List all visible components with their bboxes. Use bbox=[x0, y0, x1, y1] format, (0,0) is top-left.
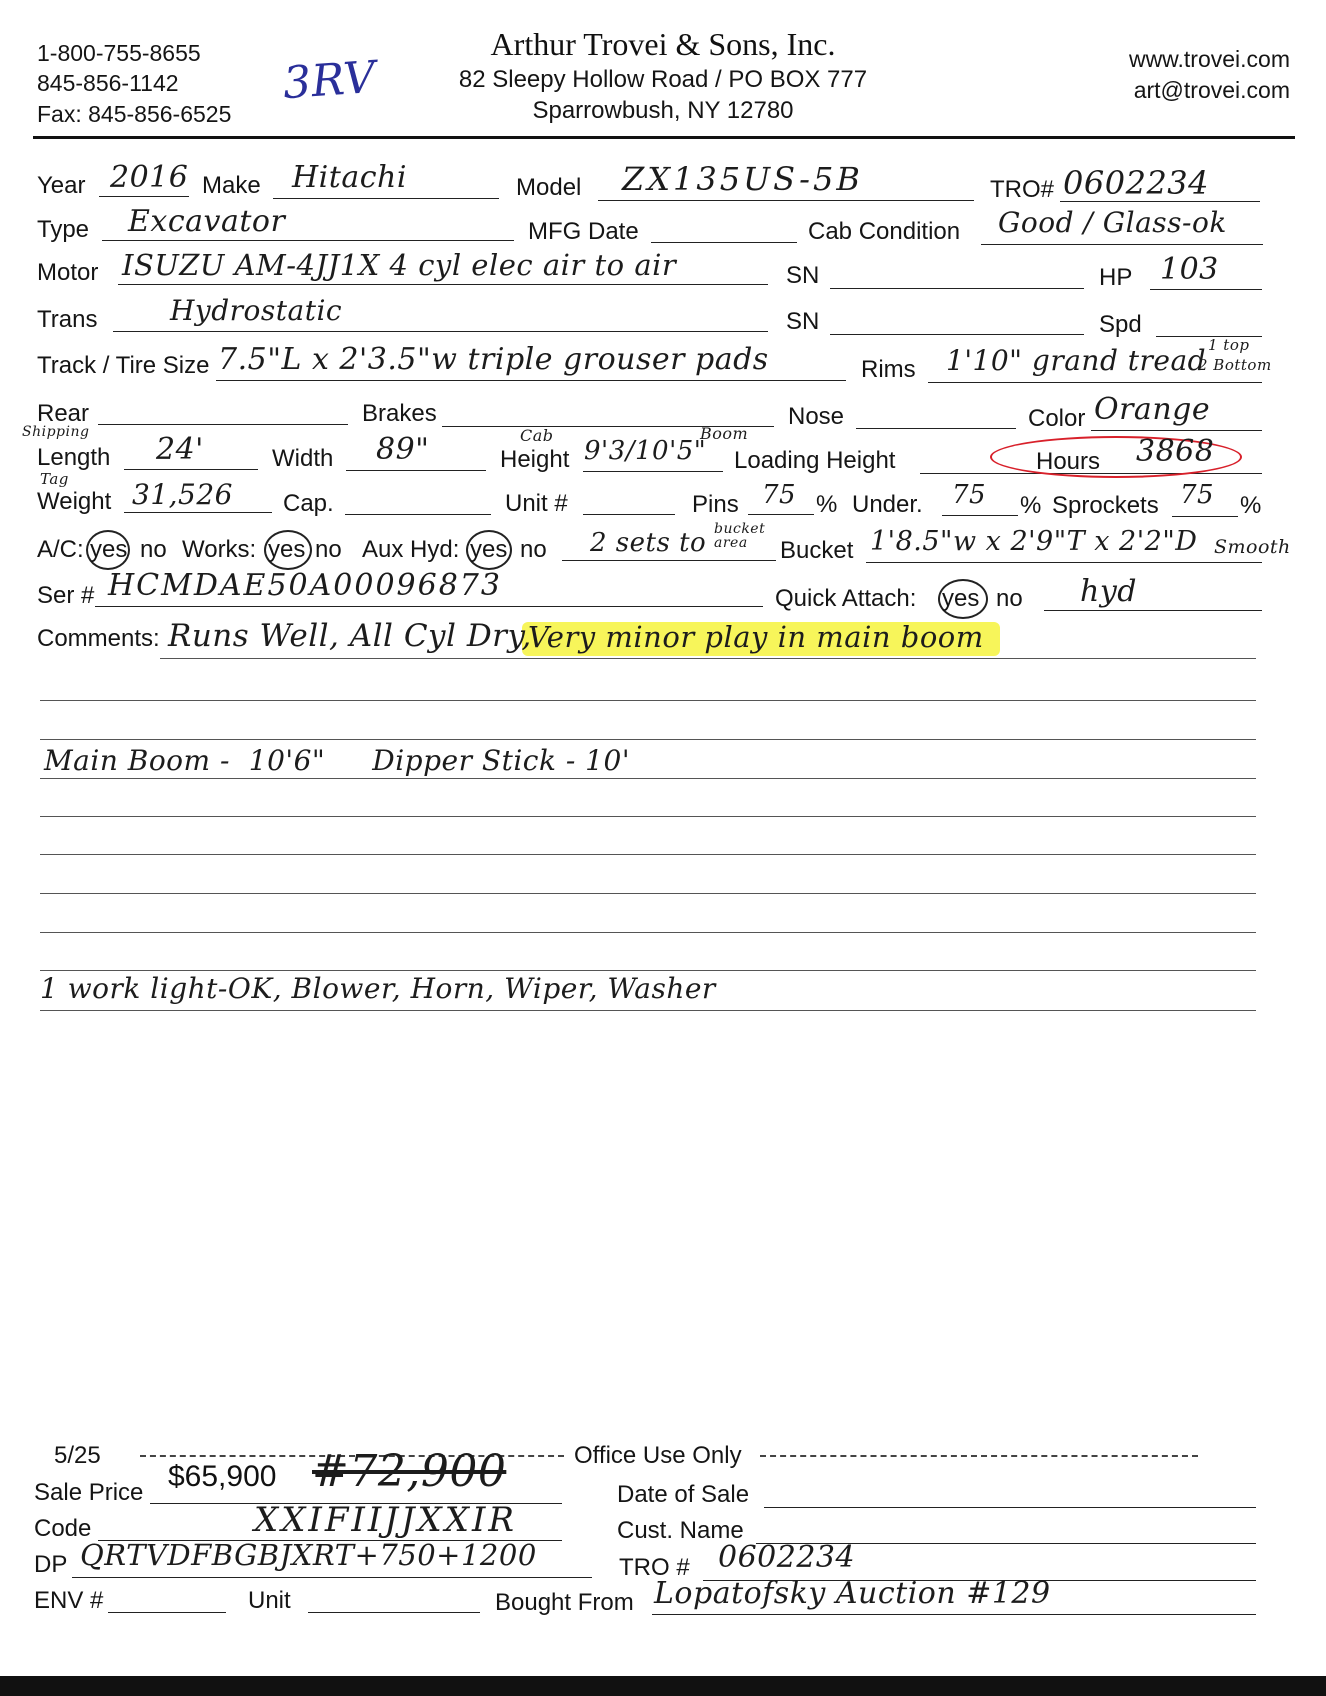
hours-value[interactable]: 3868 bbox=[1136, 434, 1215, 469]
height-label: Height bbox=[500, 446, 570, 473]
rims-label: Rims bbox=[861, 356, 916, 383]
works-label: Works: bbox=[182, 536, 257, 563]
ac-label: A/C: bbox=[37, 536, 84, 563]
works-no[interactable]: no bbox=[315, 536, 342, 563]
type-line bbox=[102, 240, 514, 241]
bucket-line bbox=[866, 562, 1262, 563]
bucket-note: Smooth bbox=[1214, 536, 1291, 558]
color-line bbox=[1091, 430, 1262, 431]
email-link[interactable]: art@trovei.com bbox=[1133, 77, 1290, 103]
comment-line-4 bbox=[40, 778, 1256, 779]
cab-condition-line bbox=[981, 244, 1263, 245]
comment-line-2 bbox=[40, 700, 1256, 701]
model-label: Model bbox=[516, 174, 582, 201]
weight-value[interactable]: 31,526 bbox=[132, 478, 233, 511]
weight-label: Weight bbox=[37, 488, 112, 515]
company-name: Arthur Trovei & Sons, Inc. bbox=[490, 26, 836, 62]
sale-price-value[interactable]: $65,900 bbox=[168, 1460, 277, 1493]
rims-line bbox=[928, 382, 1262, 383]
under-label: Under. bbox=[852, 491, 923, 518]
comment-line-8 bbox=[40, 932, 1256, 933]
color-label: Color bbox=[1028, 405, 1086, 432]
quick-attach-value[interactable]: hyd bbox=[1080, 574, 1137, 609]
date-of-sale-label: Date of Sale bbox=[617, 1481, 750, 1508]
boom-dipper-note[interactable]: Main Boom - 10'6" Dipper Stick - 10' bbox=[44, 744, 631, 777]
dp-label: DP bbox=[34, 1551, 68, 1578]
trans-sn-label: SN bbox=[786, 308, 820, 335]
aux-hyd-line bbox=[562, 560, 776, 561]
date-of-sale-line bbox=[764, 1507, 1256, 1508]
length-note: Shipping bbox=[22, 424, 90, 440]
hp-line bbox=[1150, 289, 1262, 290]
make-line bbox=[273, 198, 499, 199]
model-value[interactable]: ZX135US-5B bbox=[622, 160, 863, 198]
mfg-date-label: MFG Date bbox=[528, 218, 639, 245]
unit-no-line bbox=[583, 514, 675, 515]
aux-hyd-yes[interactable]: yes bbox=[470, 536, 508, 563]
comment-line-10 bbox=[40, 1010, 1256, 1011]
scan-bottom-edge bbox=[0, 1676, 1326, 1696]
year-label: Year bbox=[37, 172, 86, 199]
height-value[interactable]: 9'3/10'5" bbox=[584, 436, 707, 466]
type-value[interactable]: Excavator bbox=[128, 204, 286, 239]
bought-from-line bbox=[652, 1614, 1256, 1615]
height-line bbox=[583, 471, 723, 472]
fax-number: Fax: 845-856-6525 bbox=[37, 101, 232, 127]
cap-label: Cap. bbox=[283, 490, 334, 517]
rims-note-top: 1 top bbox=[1208, 336, 1250, 354]
tro-value[interactable]: 0602234 bbox=[1063, 164, 1210, 202]
office-use-label: Office Use Only bbox=[574, 1442, 742, 1469]
sale-price-old: #72,900 bbox=[312, 1446, 507, 1497]
motor-line bbox=[118, 284, 768, 285]
comment-highlight[interactable]: Very minor play in main boom bbox=[528, 620, 984, 654]
unit-no-label: Unit # bbox=[505, 490, 568, 517]
type-label: Type bbox=[37, 216, 90, 243]
sale-price-label: Sale Price bbox=[34, 1479, 144, 1506]
under-pct: % bbox=[1020, 492, 1042, 519]
bought-from-value[interactable]: Lopatofsky Auction #129 bbox=[654, 1576, 1051, 1611]
pins-line bbox=[748, 514, 814, 515]
comment-line-7 bbox=[40, 893, 1256, 894]
loading-height-label: Loading Height bbox=[734, 447, 896, 474]
weight-note: Tag bbox=[40, 470, 69, 488]
comment-line-5 bbox=[40, 816, 1256, 817]
make-value[interactable]: Hitachi bbox=[292, 160, 407, 195]
office-unit-label: Unit bbox=[248, 1587, 291, 1614]
track-label: Track / Tire Size bbox=[37, 352, 210, 379]
cab-condition-label: Cab Condition bbox=[808, 218, 961, 245]
office-tro-label: TRO # bbox=[619, 1554, 690, 1581]
aux-hyd-sets[interactable]: 2 sets to bbox=[590, 528, 707, 558]
weight-line bbox=[124, 512, 272, 513]
code-value[interactable]: XXIFIIJJXXIR bbox=[254, 1500, 517, 1540]
aux-hyd-note: bucket area bbox=[714, 521, 766, 551]
bucket-value[interactable]: 1'8.5"w x 2'9"T x 2'2"D bbox=[870, 526, 1198, 557]
hp-value[interactable]: 103 bbox=[1160, 252, 1219, 287]
quick-attach-label: Quick Attach: bbox=[775, 585, 917, 612]
comment-line-6 bbox=[40, 854, 1256, 855]
year-value[interactable]: 2016 bbox=[110, 160, 189, 195]
tro-label: TRO# bbox=[990, 176, 1055, 203]
quick-attach-no[interactable]: no bbox=[996, 585, 1023, 612]
aux-hyd-label: Aux Hyd: bbox=[362, 536, 460, 563]
rear-label: Rear bbox=[37, 400, 90, 427]
rear-line bbox=[98, 424, 348, 425]
bought-from-label: Bought From bbox=[495, 1589, 634, 1616]
cap-line bbox=[345, 514, 491, 515]
bucket-label: Bucket bbox=[780, 537, 854, 564]
make-label: Make bbox=[202, 172, 261, 199]
under-line bbox=[942, 515, 1018, 516]
nose-label: Nose bbox=[788, 403, 845, 430]
env-label: ENV # bbox=[34, 1587, 104, 1614]
cab-condition-value[interactable]: Good / Glass-ok bbox=[998, 206, 1227, 239]
quick-attach-yes[interactable]: yes bbox=[942, 585, 980, 612]
motor-value[interactable]: ISUZU AM-4JJ1X 4 cyl elec air to air bbox=[122, 248, 677, 282]
track-line bbox=[216, 380, 846, 381]
under-value[interactable]: 75 bbox=[952, 480, 987, 510]
trans-line bbox=[113, 331, 768, 332]
height-note-cab: Cab bbox=[520, 426, 554, 445]
motor-sn-line bbox=[830, 288, 1084, 289]
cust-name-label: Cust. Name bbox=[617, 1517, 744, 1544]
comment-line-3 bbox=[40, 739, 1256, 740]
comments-label: Comments: bbox=[37, 625, 160, 652]
spd-label: Spd bbox=[1099, 311, 1142, 338]
nose-line bbox=[856, 428, 1016, 429]
trans-label: Trans bbox=[37, 306, 98, 333]
motor-label: Motor bbox=[37, 259, 99, 286]
length-line bbox=[124, 469, 258, 470]
aux-hyd-no[interactable]: no bbox=[520, 536, 547, 563]
office-dash-right bbox=[760, 1455, 1198, 1457]
comment-line-1 bbox=[160, 658, 1256, 659]
office-date-note: 5/25 bbox=[54, 1442, 101, 1469]
company-address-line2: Sparrowbush, NY 12780 bbox=[532, 97, 794, 124]
header-divider bbox=[33, 136, 1295, 139]
comment-line-9 bbox=[40, 970, 1256, 971]
pins-value[interactable]: 75 bbox=[762, 480, 797, 510]
stamp-initials: 3RV bbox=[281, 51, 378, 110]
office-tro-value[interactable]: 0602234 bbox=[718, 1540, 856, 1575]
sn-label: SN bbox=[786, 262, 820, 289]
hours-label: Hours bbox=[1036, 448, 1101, 475]
length-label: Length bbox=[37, 444, 111, 471]
brakes-label: Brakes bbox=[362, 400, 437, 427]
sprockets-line bbox=[1172, 516, 1238, 517]
sprockets-label: Sprockets bbox=[1052, 492, 1159, 519]
hp-label: HP bbox=[1099, 264, 1133, 291]
track-value[interactable]: 7.5"L x 2'3.5"w triple grouser pads bbox=[218, 342, 769, 377]
sprockets-pct: % bbox=[1240, 492, 1262, 519]
office-unit-line bbox=[308, 1612, 480, 1613]
height-note-boom: Boom bbox=[700, 424, 749, 443]
color-value[interactable]: Orange bbox=[1094, 392, 1211, 427]
phone-tollfree: 1-800-755-8655 bbox=[37, 40, 201, 66]
dp-value[interactable]: QRTVDFBGBJXRT+750+1200 bbox=[80, 1538, 537, 1572]
rims-value[interactable]: 1'10" grand tread bbox=[946, 344, 1207, 377]
dp-line bbox=[72, 1577, 592, 1578]
phone-local: 845-856-1142 bbox=[37, 70, 179, 96]
ser-value[interactable]: HCMDAE50A00096873 bbox=[108, 568, 502, 603]
work-light-note[interactable]: 1 work light-OK, Blower, Horn, Wiper, Washer bbox=[40, 972, 716, 1005]
model-line bbox=[598, 200, 974, 201]
ac-no[interactable]: no bbox=[140, 536, 167, 563]
rims-note-bottom: 2 Bottom bbox=[1198, 356, 1272, 374]
pins-pct: % bbox=[816, 491, 838, 518]
env-line bbox=[108, 1612, 226, 1613]
ser-label: Ser # bbox=[37, 582, 95, 609]
width-line bbox=[346, 470, 486, 471]
width-value[interactable]: 89" bbox=[376, 432, 430, 467]
website-link[interactable]: www.trovei.com bbox=[1128, 46, 1290, 72]
pins-label: Pins bbox=[692, 491, 739, 518]
code-label: Code bbox=[34, 1515, 92, 1542]
trans-value[interactable]: Hydrostatic bbox=[170, 294, 343, 327]
sprockets-value[interactable]: 75 bbox=[1180, 480, 1215, 510]
length-value[interactable]: 24' bbox=[156, 432, 204, 467]
quick-attach-line bbox=[1044, 610, 1262, 611]
trans-sn-line bbox=[830, 334, 1084, 335]
width-label: Width bbox=[272, 445, 334, 472]
ser-line bbox=[95, 606, 763, 607]
works-yes[interactable]: yes bbox=[268, 536, 306, 563]
year-line bbox=[99, 196, 189, 197]
company-address-line1: 82 Sleepy Hollow Road / PO BOX 777 bbox=[458, 66, 868, 93]
comment-main[interactable]: Runs Well, All Cyl Dry, bbox=[168, 618, 532, 654]
mfg-date-line bbox=[651, 242, 797, 243]
ac-yes[interactable]: yes bbox=[90, 536, 128, 563]
